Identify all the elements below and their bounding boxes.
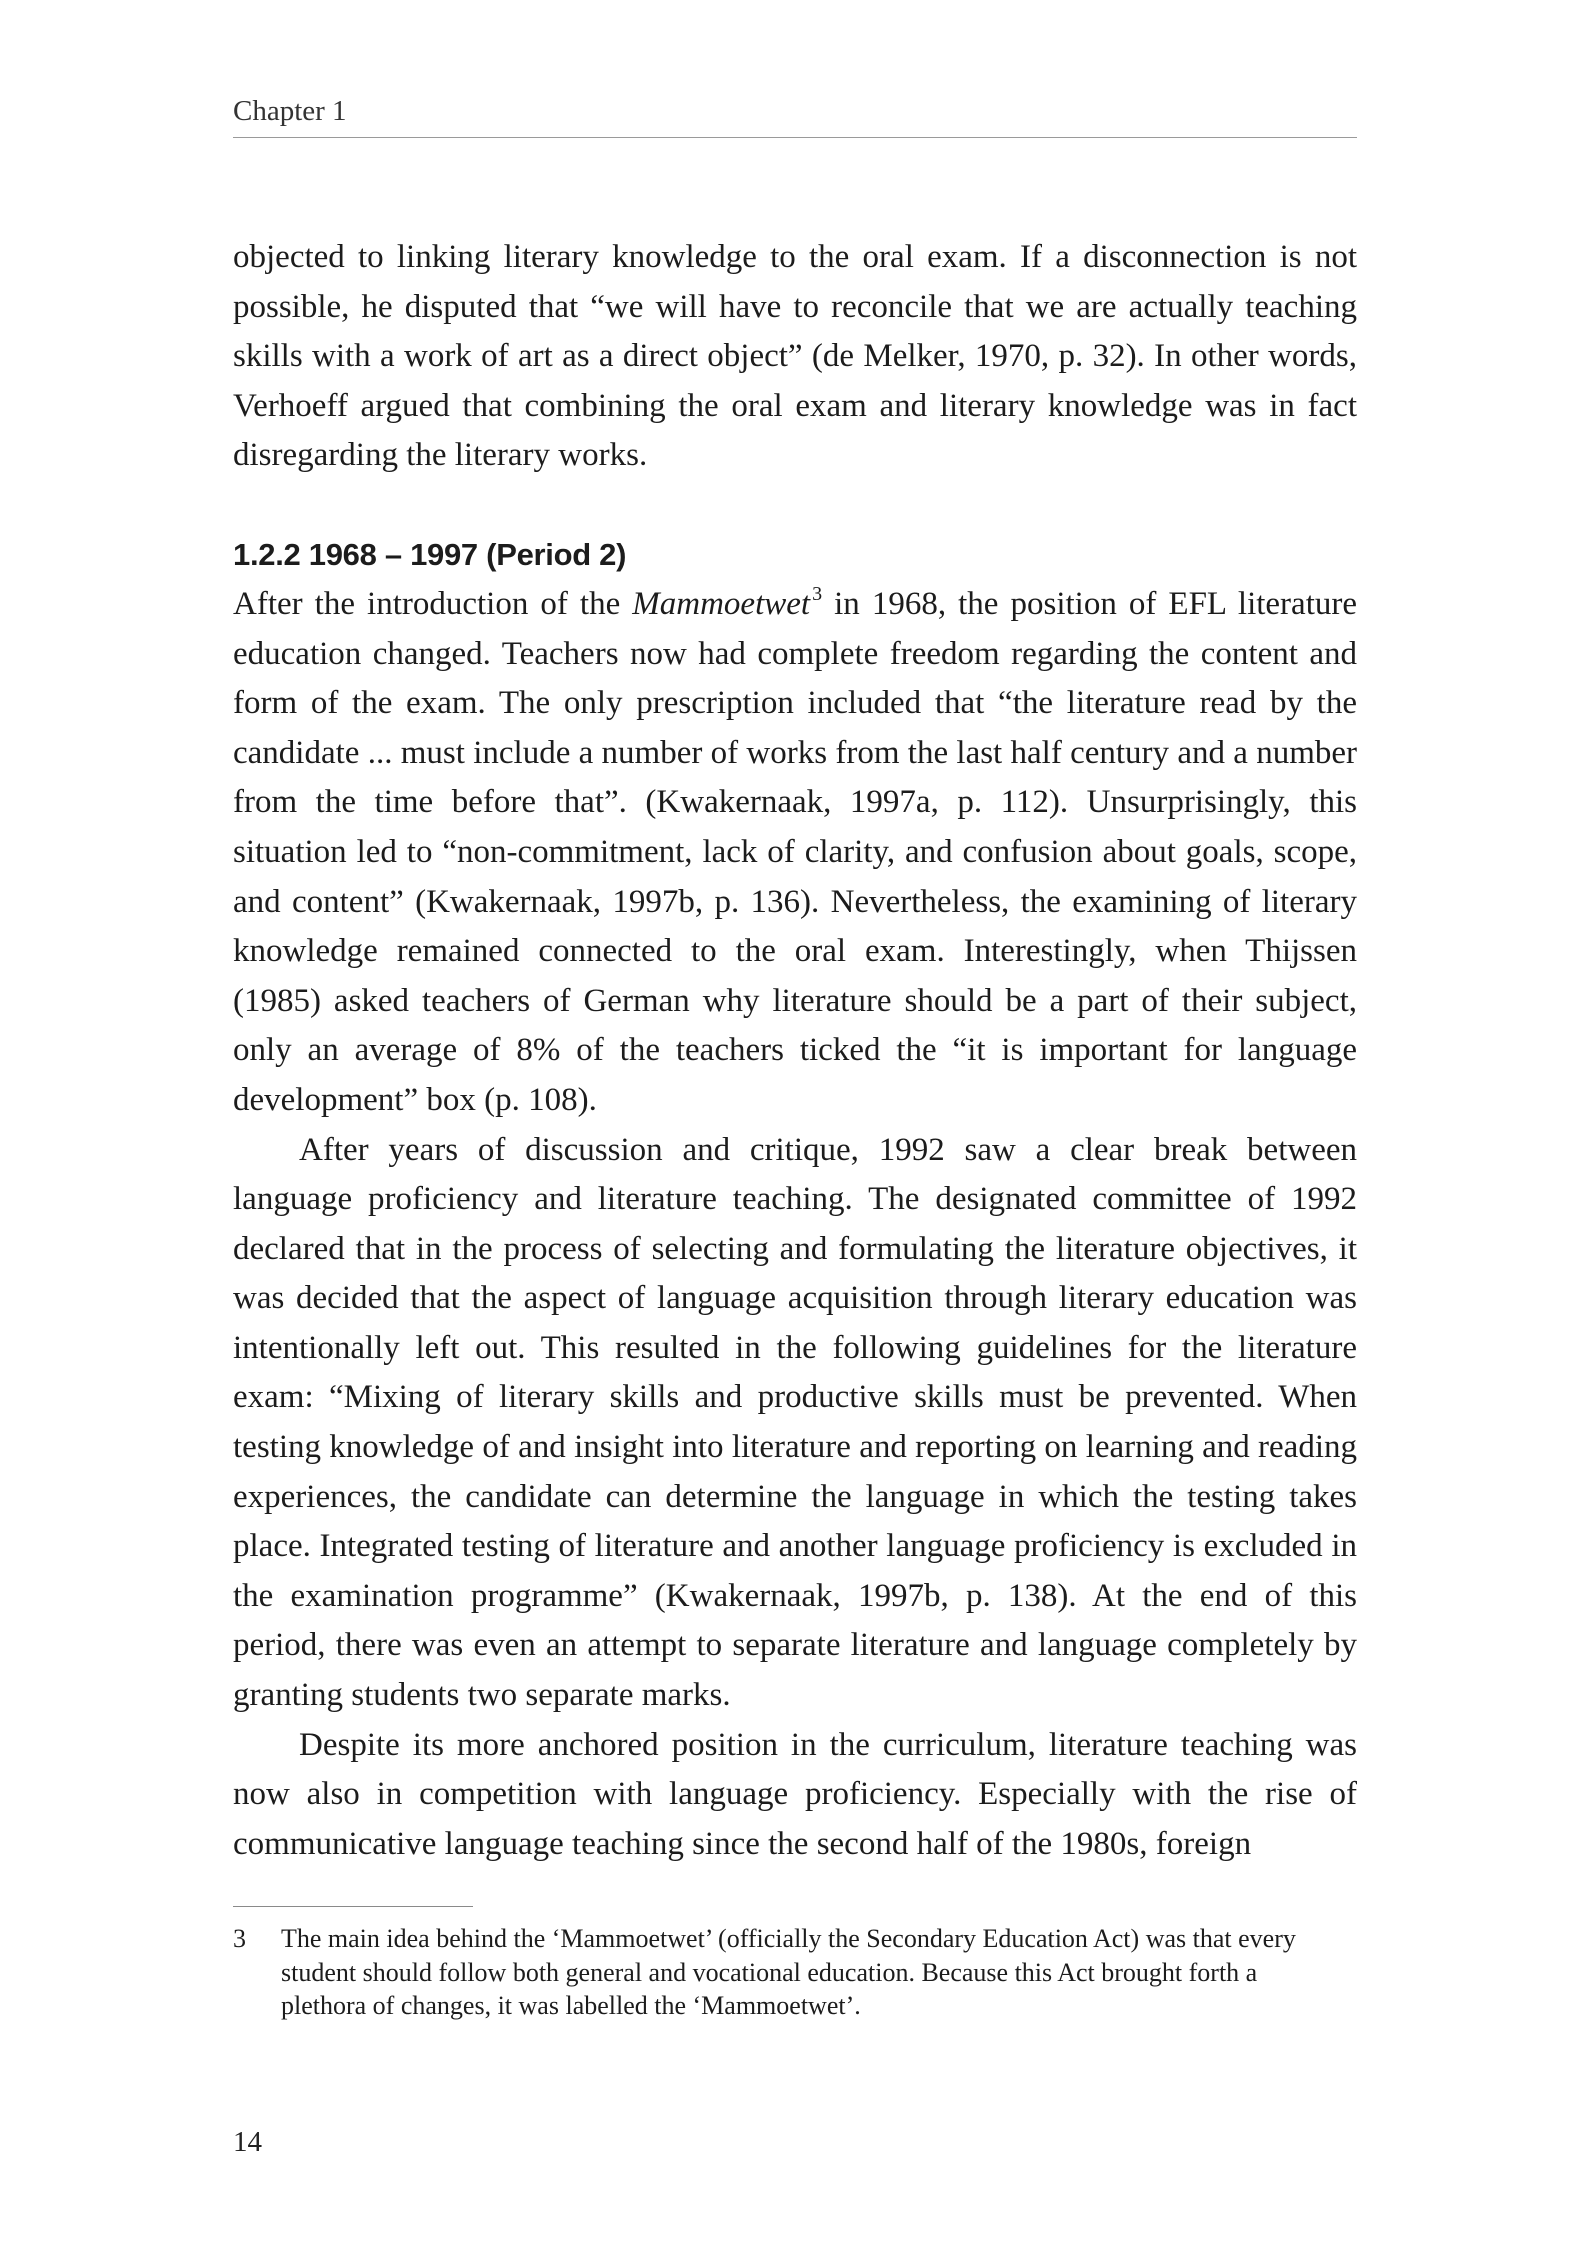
paragraph-1: objected to linking literary knowledge to the oral exam. If a disconnection is not possible, he disputed that “we will have to reconcile that we are actually teaching skills with a work of art as a direct object” (de Melker, 1970, p. 32). In other words, Verhoeff argued that combining the oral exam and literary knowledge was in fact disregarding the literary works. xyxy=(233,239,1357,474)
paragraph-2 xyxy=(233,580,1357,1126)
section-heading: 1.2.2 1968 – 1997 (Period 2) xyxy=(233,536,627,572)
footnote-text: The main idea behind the ‘Mammoetwet’ (officially the Secondary Education Act) was that every student should follow both general and vocational education. Because this Act brought forth a plethora of changes, it was labelled the ‘Mammoetwet’. xyxy=(281,1924,1296,2020)
footnote-reference[interactable]: 3 xyxy=(812,582,823,605)
paragraph-3: After years of discussion and critique, 1992 saw a clear break between language proficiency and literature teaching. The designated committee of 1992 declared that in the process of selecting and formulating the literature objectives, it was decided that the aspect of language acquisition through literary education was intentionally left out. This resulted in the following guidelines for the literature exam: “Mixing of literary skills and productive skills must be prevented. When testing knowledge of and insight into literature and reporting on learning and reading experiences, the candidate can determine the language in which the testing takes place. Integrated testing of literature and another language proficiency is excluded in the examination programme” (Kwakernaak, 1997b, p. 138). At the end of this period, there was even an attempt to separate literature and language completely by granting students two separate marks. xyxy=(233,1131,1357,1714)
mammoetwet-term: Mammoetwet xyxy=(632,585,811,622)
footnote-rule xyxy=(233,1906,473,1907)
footnote-number: 3 xyxy=(233,1924,246,1953)
running-header: Chapter 1 xyxy=(233,95,347,127)
footnote xyxy=(233,1922,1357,2023)
paragraph-4: Despite its more anchored position in the curriculum, literature teaching was now also in competition with language proficiency. Especially with the rise of communicative language teaching since the second half of the 1980s, foreign xyxy=(233,1726,1357,1862)
paragraph-2-rest: in 1968, the position of EFL literature education changed. Teachers now had complete freedom regarding the content and form of the exam. The only prescription included that “the literature read by the candidate ... must include a number of works from the last half century and a number from the time before that”. (Kwakernaak, 1997a, p. 112). Unsurprisingly, this situation led to “non-commitment, lack of clarity, and confusion about goals, scope, and content” (Kwakernaak, 1997b, p. 136). Nevertheless, the examining of literary knowledge remained connected to the oral exam. Interestingly, when Thijssen (1985) asked teachers of German why literature should be a part of their subject, only an average of 8% of the teachers ticked the “it is important for language development” box (p. 108). xyxy=(233,585,1357,1118)
page-number: 14 xyxy=(233,2126,262,2158)
header-rule xyxy=(233,137,1357,138)
body-text xyxy=(233,233,1357,1869)
paragraph-2-lead: After the introduction of the xyxy=(233,585,633,622)
